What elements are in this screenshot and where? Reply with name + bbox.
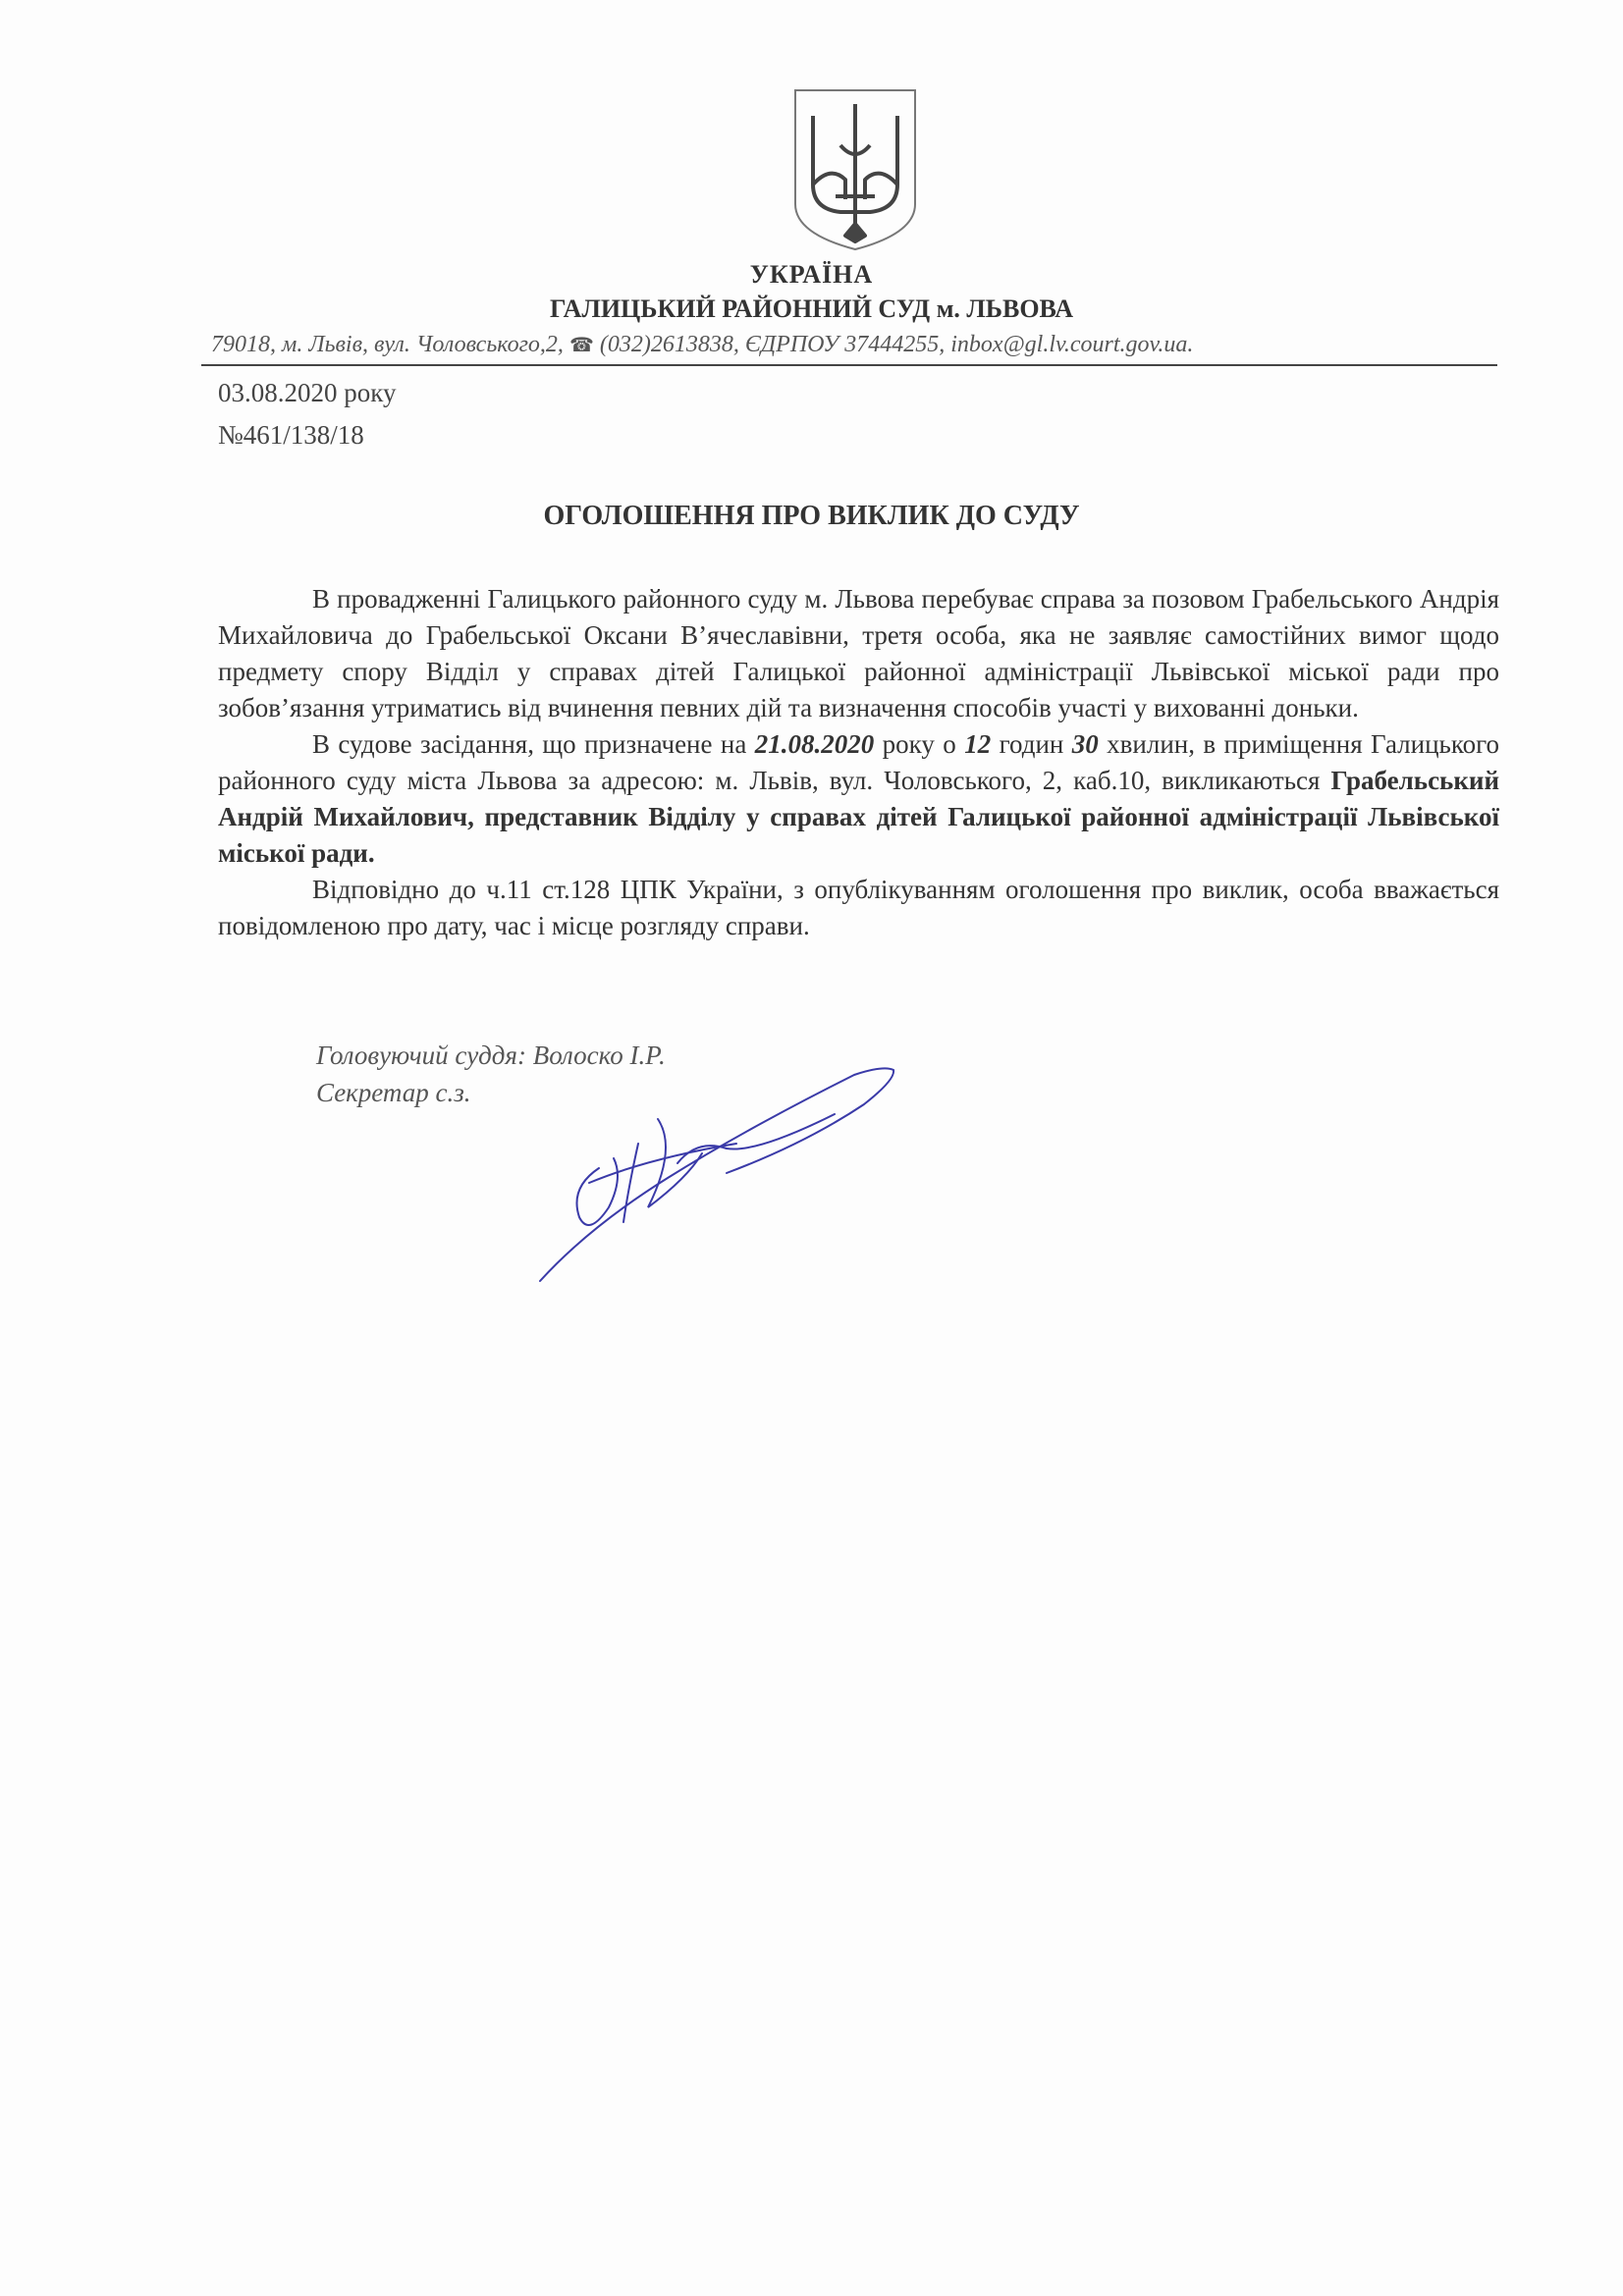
hearing-text-d: хвилин, в приміщення Галицького районного суду міста Львова за адресою: м. Львів, вул. Чоловського, 2, каб.10, викликаються (218, 729, 1500, 795)
country-title: УКРАЇНА (749, 260, 874, 289)
address-contacts: (032)2613838, ЄДРПОУ 37444255, inbox@gl.lv.court.gov.ua. (593, 332, 1194, 357)
hearing-text-a: В судове засідання, що призначене на (312, 729, 755, 759)
hearing-text-b: року о (874, 729, 965, 759)
document-body (218, 581, 1499, 944)
address-text: 79018, м. Львів, вул. Чоловського,2, (211, 332, 569, 357)
court-address (211, 332, 1488, 358)
court-name: ГАЛИЦЬКИЙ РАЙОННИЙ СУД м. ЛЬВОВА (549, 294, 1074, 323)
handwritten-signature (530, 1060, 923, 1286)
header-divider (201, 364, 1497, 366)
hearing-date: 21.08.2020 (754, 729, 875, 759)
document-date: 03.08.2020 року (218, 378, 397, 407)
page-title: ОГОЛОШЕННЯ ПРО ВИКЛИК ДО СУДУ (543, 501, 1080, 531)
hearing-minutes: 30 (1071, 729, 1099, 759)
trident-emblem-icon (791, 86, 919, 253)
presiding-judge: Головуючий суддя: Волоско І.Р. (316, 1041, 666, 1070)
hearing-text-c: годин (991, 729, 1072, 759)
paragraph-notice: Відповідно до ч.11 ст.128 ЦПК України, з опублікуванням оголошення про виклик, особа вважається повідомленою про дату, час і місце розгляду справи. (218, 875, 1499, 940)
phone-icon: ☎ (568, 335, 594, 356)
document-number: №461/138/18 (218, 420, 364, 450)
court-secretary: Секретар с.з. (316, 1078, 471, 1107)
summoned-parties: Грабельський Андрій Михайлович, представник Відділу у справах дітей Галицької районної адміністрації Львівської міської ради. (218, 766, 1499, 868)
paragraph-case: В провадженні Галицького районного суду м. Львова перебуває справа за позовом Грабельського Андрія Михайловича до Грабельської Оксани В’ячеславівни, третя особа, яка не заявляє самостійних вимог щодо предмету спору Відділ у справах дітей Галицької районної адміністрації Львівської міської ради про зобов’язання утриматись від вчинення певних дій та визначення способів участі у вихованні доньки. (218, 584, 1499, 722)
hearing-hour: 12 (964, 729, 992, 759)
paragraph-hearing (218, 726, 1499, 872)
